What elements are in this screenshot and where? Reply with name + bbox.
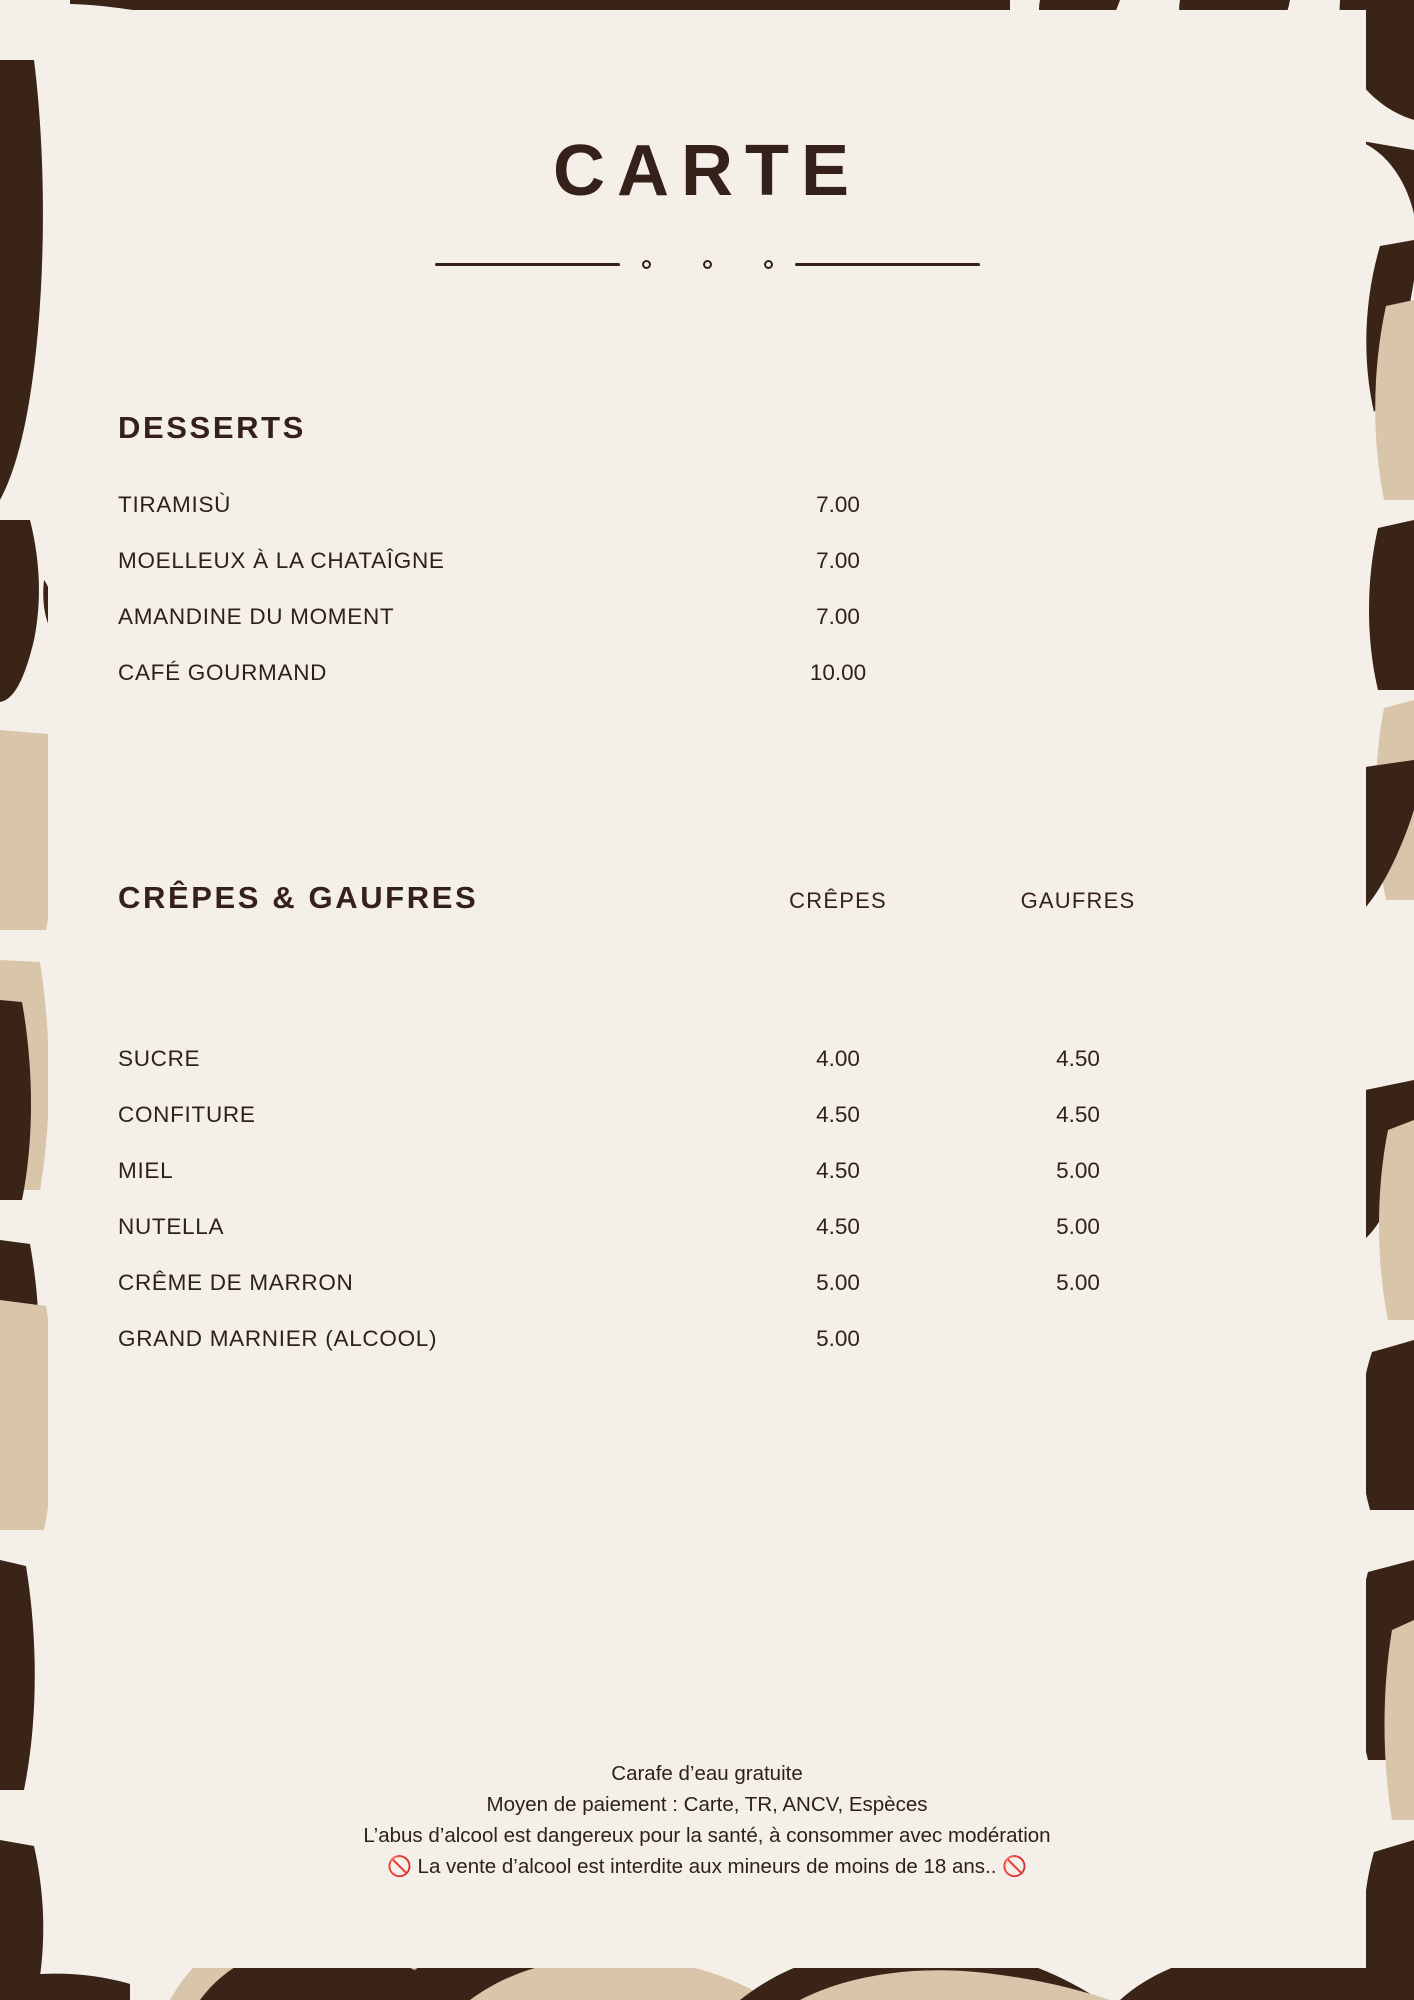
item-name: AMANDINE DU MOMENT <box>118 604 395 629</box>
divider-dot <box>764 260 773 269</box>
menu-item-row <box>118 1102 1224 1158</box>
footer-line-alcohol-warning: L’abus d’alcool est dangereux pour la santé, à consommer avec modération <box>363 1824 1051 1847</box>
section-title: DESSERTS <box>118 410 306 445</box>
section-crepes-gaufres <box>118 880 1224 1382</box>
item-name: CAFÉ GOURMAND <box>118 660 328 685</box>
menu-rows <box>118 492 1224 716</box>
item-name: CRÊME DE MARRON <box>118 1270 354 1295</box>
section-title: CRÊPES & GAUFRES <box>118 880 479 915</box>
item-name: GRAND MARNIER (ALCOOL) <box>118 1326 438 1351</box>
menu-item-row <box>118 604 1224 660</box>
column-header-crepes: CRÊPES <box>789 888 887 913</box>
footer-line-payment: Moyen de paiement : Carte, TR, ANCV, Espèces <box>486 1793 928 1816</box>
item-name: MIEL <box>118 1158 174 1183</box>
menu-item-row <box>118 1214 1224 1270</box>
column-headers <box>118 888 1224 922</box>
item-price-gaufres: 5.00 <box>1056 1214 1100 1239</box>
prohibition-icon-right: 🚫 <box>1002 1856 1028 1878</box>
item-price-crepes: 4.50 <box>816 1158 860 1183</box>
item-price-crepes: 5.00 <box>816 1326 860 1351</box>
footer-notes <box>0 1758 1414 1883</box>
item-price-1: 7.00 <box>816 604 860 629</box>
item-price-gaufres: 4.50 <box>1056 1102 1100 1127</box>
item-price-crepes: 4.50 <box>816 1102 860 1127</box>
footer-line-minors <box>0 1851 1414 1883</box>
item-price-1: 7.00 <box>816 492 860 517</box>
footer-minors-text: La vente d’alcool est interdite aux mineurs de moins de 18 ans.. <box>417 1855 997 1878</box>
divider-dot <box>642 260 651 269</box>
menu-item-row <box>118 548 1224 604</box>
divider-bar-left <box>435 263 620 266</box>
menu-item-row <box>118 660 1224 716</box>
divider-dots <box>642 260 773 269</box>
column-header-gaufres: GAUFRES <box>1020 888 1136 913</box>
title-divider <box>0 252 1414 276</box>
menu-item-row <box>118 1326 1224 1382</box>
footer-line-water: Carafe d’eau gratuite <box>611 1762 803 1785</box>
section-desserts <box>118 410 1224 716</box>
item-price-crepes: 5.00 <box>816 1270 860 1295</box>
item-name: SUCRE <box>118 1046 201 1071</box>
prohibition-icon-left: 🚫 <box>386 1856 412 1878</box>
item-price-gaufres: 5.00 <box>1056 1270 1100 1295</box>
page-title: CARTE <box>553 131 861 211</box>
menu-item-row <box>118 1158 1224 1214</box>
item-price-1: 7.00 <box>816 548 860 573</box>
divider-bar-right <box>795 263 980 266</box>
menu-item-row <box>118 1046 1224 1102</box>
menu-item-row <box>118 492 1224 548</box>
menu-item-row <box>118 1270 1224 1326</box>
item-name: MOELLEUX À LA CHATAÎGNE <box>118 548 445 573</box>
item-price-gaufres: 5.00 <box>1056 1158 1100 1183</box>
item-name: CONFITURE <box>118 1102 256 1127</box>
menu-rows <box>118 1046 1224 1382</box>
item-name: TIRAMISÙ <box>118 492 232 517</box>
divider-dot <box>703 260 712 269</box>
item-price-1: 10.00 <box>809 660 867 685</box>
item-name: NUTELLA <box>118 1214 225 1239</box>
item-price-crepes: 4.50 <box>816 1214 860 1239</box>
item-price-gaufres: 4.50 <box>1056 1046 1100 1071</box>
item-price-crepes: 4.00 <box>816 1046 860 1071</box>
